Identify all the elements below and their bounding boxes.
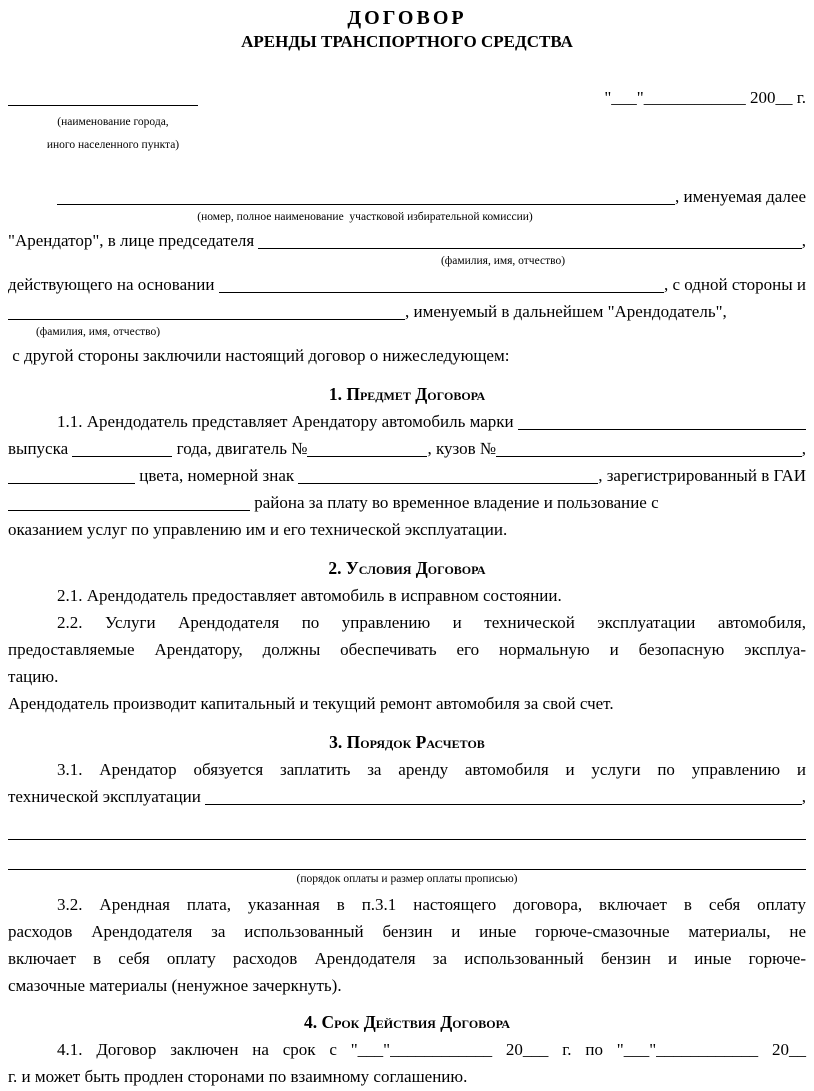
city-caption-line2: иного населенного пункта) [46, 139, 180, 151]
p11-line-2: выпуска года, двигатель № , кузов № , [8, 439, 806, 458]
doc-title: ДОГОВОР [347, 7, 467, 29]
city-caption [8, 115, 218, 153]
p32-line-1: 3.2. Арендная плата, указанная в п.3.1 настоящего договора, включает в себя оплату [57, 895, 806, 914]
p22-line-3: тацию. [8, 667, 59, 686]
p11-line-1: 1.1. Арендодатель представляет Арендатору автомобиль марки [8, 408, 806, 435]
p11-line-5: оказанием услуг по управлению им и его технической эксплуатации. [8, 520, 508, 539]
engine-number-blank-field [307, 456, 427, 457]
p11-line-4: района за плату во временное владение и пользование с [8, 489, 806, 516]
car-brand-blank-field [518, 429, 806, 430]
city-caption-line1: (наименование города, [57, 116, 169, 128]
body-number-blank-field [496, 456, 802, 457]
section-3-heading: 3. Порядок Расчетов [329, 732, 485, 752]
intro-line-2-text: "Арендатор", в лице председателя [8, 231, 259, 250]
section-1-heading: 1. Предмет Договора [328, 384, 486, 404]
payment-field-caption: (порядок оплаты и размер оплаты прописью) [296, 873, 518, 885]
p31-line-2: технической эксплуатации , [8, 787, 806, 806]
chairman-name-blank-field [258, 248, 801, 249]
intro-line-3: действующего на основании , с одной стороны и [8, 271, 806, 298]
p32-line-4: смазочные материалы (ненужное зачеркнуть). [8, 976, 342, 995]
basis-blank-field [219, 292, 664, 293]
p41-line-2: г. и может быть продлен сторонами по взаимному соглашению. [8, 1067, 468, 1086]
doc-subtitle: АРЕНДЫ ТРАНСПОРТНОГО СРЕДСТВА [241, 32, 573, 51]
date-field: "___"____________ 200__ г. [604, 88, 806, 107]
year-blank-field [72, 456, 172, 457]
intro-line-3-text: действующего на основании [8, 275, 219, 294]
intro-line-2: "Арендатор", в лице председателя , [8, 227, 806, 254]
p41-line-1: 4.1. Договор заключен на срок с "___"____________ 20___ г. по "___"____________ 20__ [57, 1040, 806, 1059]
intro-line-5: с другой стороны заключили настоящий договор о нижеследующем: [8, 346, 510, 365]
payment-blank-field [205, 804, 802, 805]
lessor-field-caption: (фамилия, имя, отчество) [35, 326, 161, 338]
p21-line: 2.1. Арендодатель предоставляет автомобиль в исправном состоянии. [57, 586, 562, 605]
city-blank-field [8, 105, 198, 106]
p32-line-3: включает в себя оплату расходов Арендодателя за использованный бензин и иные горюче- [8, 949, 806, 968]
p23-line: Арендодатель производит капитальный и текущий ремонт автомобиля за свой счет. [8, 694, 614, 713]
district-blank-field [8, 510, 250, 511]
intro-line-1-text: , именуемая далее [675, 187, 806, 206]
plate-number-blank-field [298, 483, 598, 484]
commission-name-blank-field [57, 204, 675, 205]
intro-line-4-text: , именуемый в дальнейшем "Арендодатель", [405, 302, 727, 321]
chairman-field-caption: (фамилия, имя, отчество) [440, 255, 566, 267]
color-blank-field [8, 483, 135, 484]
intro-line-1 [8, 183, 806, 210]
p31-line-1: 3.1. Арендатор обязуется заплатить за аренду автомобиля и услуги по управлению и [57, 760, 806, 779]
payment-blank-line-1 [8, 810, 806, 840]
p11-line-3: цвета, номерной знак , зарегистрированный в ГАИ [8, 462, 806, 489]
p22-line-2: предоставляемые Арендатору, должны обеспечивать его нормальную и безопасную эксплуа- [8, 640, 806, 659]
commission-field-caption: (номер, полное наименование участковой избирательной комиссии) [197, 211, 533, 223]
p22-line-1: 2.2. Услуги Арендодателя по управлению и технической эксплуатации автомобиля, [57, 613, 806, 632]
p32-line-2: расходов Арендодателя за использованный бензин и иные горюче-смазочные материалы, не [8, 922, 806, 941]
section-4-heading: 4. Срок Действия Договора [303, 1012, 511, 1032]
lessor-name-blank-field [8, 319, 405, 320]
header-row [8, 84, 806, 111]
intro-line-4 [8, 298, 806, 325]
payment-blank-line-2 [8, 840, 806, 870]
section-2-heading: 2. Условия Договора [328, 558, 486, 578]
